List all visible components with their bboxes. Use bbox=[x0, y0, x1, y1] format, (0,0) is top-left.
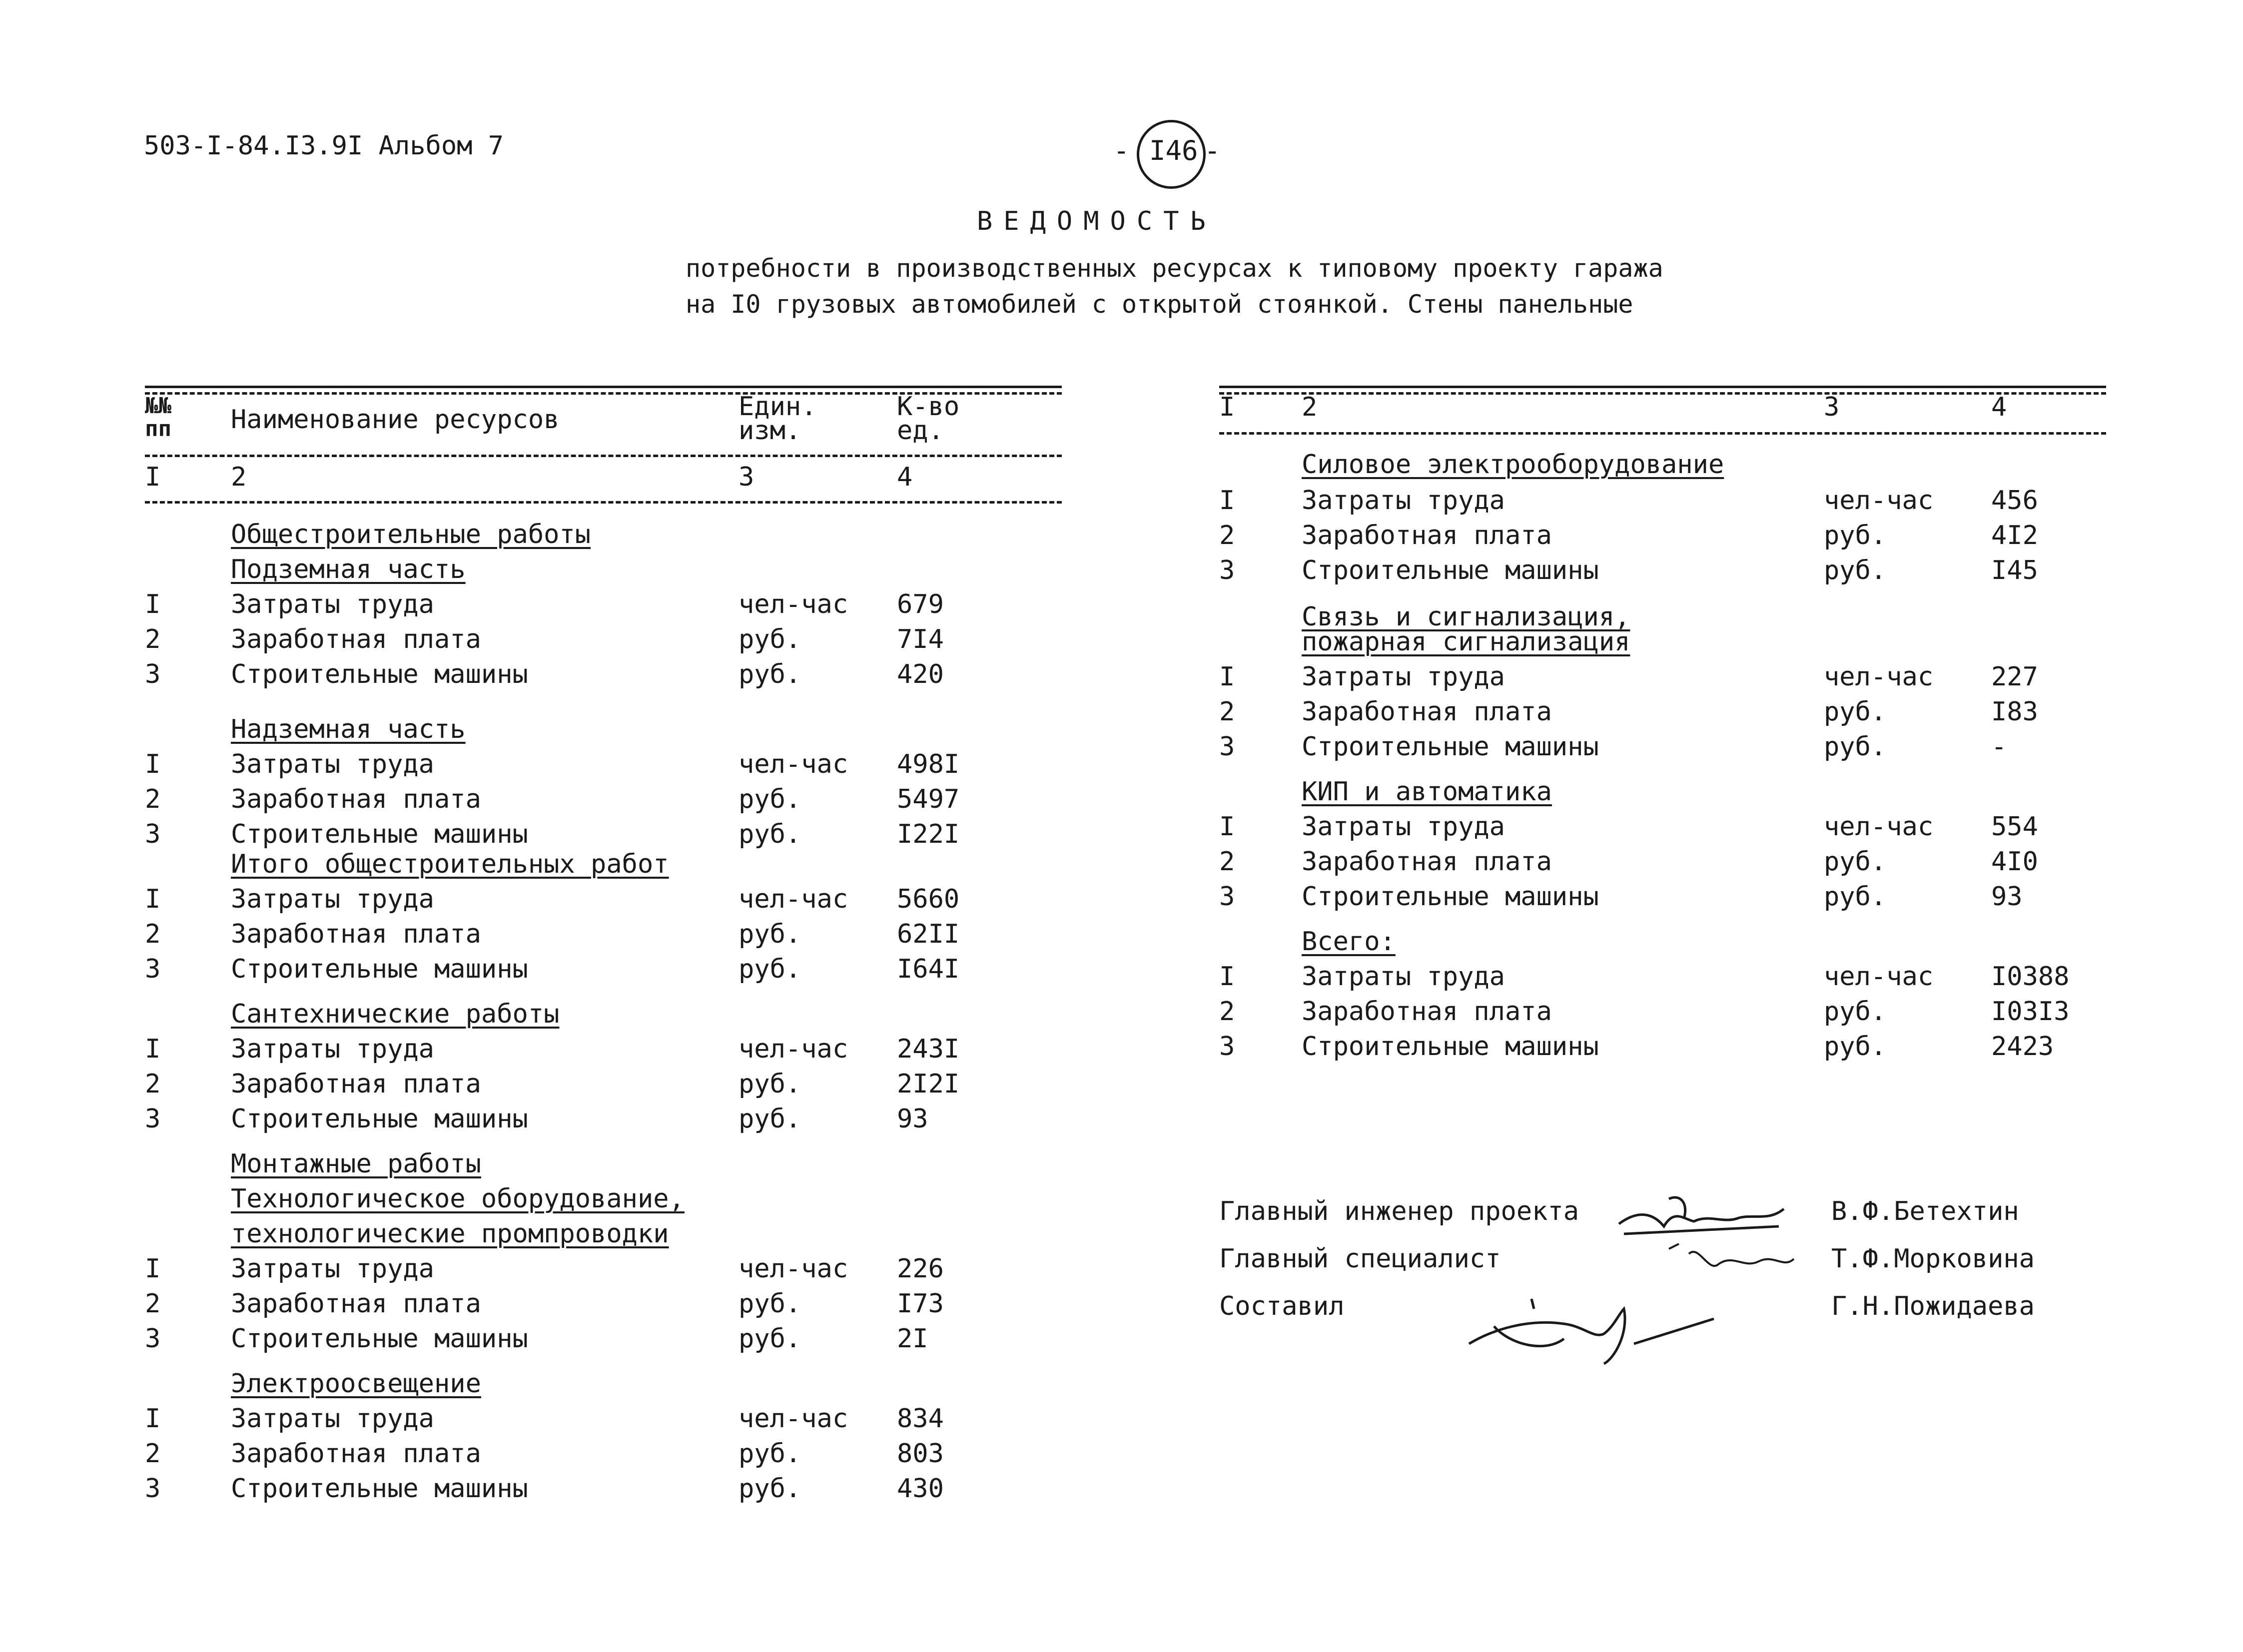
row-number: 2 bbox=[145, 919, 161, 949]
quantity: 4I2 bbox=[1991, 521, 2038, 551]
section-heading: КИП и автоматика bbox=[1302, 777, 1552, 807]
row-number: 3 bbox=[1219, 732, 1235, 762]
quantity: 2I2I bbox=[897, 1069, 960, 1099]
quantity: 93 bbox=[897, 1104, 928, 1134]
resource-name: Затраты труда bbox=[231, 884, 434, 914]
document-subtitle-line1: потребности в производственных ресурсах к типовому проекту гаража bbox=[686, 254, 1663, 283]
table-top-rule bbox=[145, 386, 1062, 388]
resource-name: Заработная плата bbox=[1302, 847, 1552, 877]
section-heading: Связь и сигнализация, bbox=[1302, 602, 1630, 632]
quantity: 498I bbox=[897, 749, 960, 779]
section-heading: Общестроительные работы bbox=[231, 520, 591, 550]
unit: руб. bbox=[739, 659, 801, 689]
signature-role: Составил bbox=[1219, 1291, 1345, 1321]
unit: чел-час bbox=[739, 1404, 848, 1434]
signature-name: Т.Ф.Морковина bbox=[1831, 1244, 2035, 1274]
page-dash-left: - bbox=[1113, 135, 1130, 166]
column-header-unit: Един. изм. bbox=[739, 392, 817, 446]
column-number: 4 bbox=[897, 462, 913, 492]
row-number: I bbox=[1219, 486, 1235, 516]
section-heading: Электроосвещение bbox=[231, 1369, 481, 1399]
signature-name: В.Ф.Бетехтин bbox=[1831, 1196, 2019, 1226]
unit: руб. bbox=[739, 1289, 801, 1319]
unit: руб. bbox=[739, 1104, 801, 1134]
quantity: 226 bbox=[897, 1254, 944, 1284]
section-heading: Всего: bbox=[1302, 927, 1396, 957]
resource-name: Затраты труда bbox=[231, 1034, 434, 1064]
row-number: I bbox=[145, 1254, 161, 1284]
quantity: 7I4 bbox=[897, 624, 944, 654]
row-number: 3 bbox=[1219, 1032, 1235, 1062]
row-number: 2 bbox=[1219, 997, 1235, 1027]
signature-role: Главный специалист bbox=[1219, 1244, 1501, 1274]
section-heading: Монтажные работы bbox=[231, 1149, 481, 1179]
row-number: I bbox=[1219, 662, 1235, 692]
row-number: 2 bbox=[1219, 847, 1235, 877]
row-number: 2 bbox=[145, 1289, 161, 1319]
row-number: 3 bbox=[145, 1104, 161, 1134]
unit: руб. bbox=[1824, 732, 1887, 762]
header-divider bbox=[145, 455, 1062, 457]
resource-name: Затраты труда bbox=[1302, 812, 1505, 842]
unit: руб. bbox=[739, 1069, 801, 1099]
row-number: 3 bbox=[145, 819, 161, 849]
unit: руб. bbox=[1824, 697, 1887, 727]
resource-name: Строительные машины bbox=[1302, 732, 1599, 762]
quantity: 5497 bbox=[897, 784, 960, 814]
resource-name: Затраты труда bbox=[231, 1254, 434, 1284]
unit: руб. bbox=[1824, 847, 1887, 877]
column-number-divider bbox=[145, 501, 1062, 504]
row-number: 2 bbox=[145, 784, 161, 814]
row-number: I bbox=[145, 589, 161, 619]
resource-name: Заработная плата bbox=[231, 784, 481, 814]
resource-name: Заработная плата bbox=[1302, 521, 1552, 551]
unit: руб. bbox=[739, 919, 801, 949]
page-number: I46 bbox=[1149, 135, 1198, 166]
unit: руб. bbox=[739, 784, 801, 814]
unit: руб. bbox=[739, 1474, 801, 1504]
column-number: 3 bbox=[1824, 392, 1840, 422]
quantity: I0388 bbox=[1991, 962, 2070, 992]
resource-name: Затраты труда bbox=[231, 749, 434, 779]
row-number: 3 bbox=[1219, 882, 1235, 912]
quantity: 93 bbox=[1991, 882, 2023, 912]
row-number: 3 bbox=[1219, 555, 1235, 585]
resource-name: Строительные машины bbox=[231, 819, 528, 849]
quantity: 243I bbox=[897, 1034, 960, 1064]
row-number: 3 bbox=[145, 1474, 161, 1504]
row-number: I bbox=[145, 749, 161, 779]
row-number: 2 bbox=[145, 1439, 161, 1469]
unit: чел-час bbox=[1824, 812, 1934, 842]
quantity: I03I3 bbox=[1991, 997, 2070, 1027]
unit: руб. bbox=[739, 819, 801, 849]
unit: чел-час bbox=[739, 884, 848, 914]
column-number-divider bbox=[1219, 432, 2106, 435]
resource-name: Строительные машины bbox=[1302, 882, 1599, 912]
quantity: 834 bbox=[897, 1404, 944, 1434]
handwritten-signature-3 bbox=[1464, 1279, 1724, 1369]
document-title: ВЕДОМОСТЬ bbox=[977, 206, 1217, 236]
resource-name: Затраты труда bbox=[1302, 662, 1505, 692]
resource-name: Строительные машины bbox=[1302, 555, 1599, 585]
column-number: I bbox=[145, 462, 161, 492]
column-number: 3 bbox=[739, 462, 754, 492]
unit: руб. bbox=[739, 1324, 801, 1354]
row-number: 3 bbox=[145, 1324, 161, 1354]
column-number: 2 bbox=[231, 462, 247, 492]
resource-name: Строительные машины bbox=[1302, 1032, 1599, 1062]
row-number: 2 bbox=[1219, 521, 1235, 551]
resource-name: Заработная плата bbox=[231, 919, 481, 949]
resource-name: Заработная плата bbox=[1302, 997, 1552, 1027]
section-heading: Технологическое оборудование, bbox=[231, 1184, 685, 1214]
resource-name: Строительные машины bbox=[231, 1474, 528, 1504]
resource-name: Строительные машины bbox=[231, 1104, 528, 1134]
quantity: 5660 bbox=[897, 884, 960, 914]
unit: руб. bbox=[739, 1439, 801, 1469]
resource-name: Заработная плата bbox=[231, 1439, 481, 1469]
unit: руб. bbox=[1824, 997, 1887, 1027]
row-number: 3 bbox=[145, 954, 161, 984]
resource-name: Затраты труда bbox=[1302, 486, 1505, 516]
quantity: 227 bbox=[1991, 662, 2038, 692]
unit: чел-час bbox=[1824, 962, 1934, 992]
resource-name: Заработная плата bbox=[231, 1069, 481, 1099]
quantity: I83 bbox=[1991, 697, 2038, 727]
row-number: 2 bbox=[145, 624, 161, 654]
unit: руб. bbox=[1824, 555, 1887, 585]
resource-name: Затраты труда bbox=[231, 1404, 434, 1434]
quantity: 2I bbox=[897, 1324, 928, 1354]
unit: чел-час bbox=[739, 1254, 848, 1284]
quantity: I45 bbox=[1991, 555, 2038, 585]
unit: руб. bbox=[739, 954, 801, 984]
resource-name: Строительные машины bbox=[231, 1324, 528, 1354]
quantity: 430 bbox=[897, 1474, 944, 1504]
row-number: 2 bbox=[145, 1069, 161, 1099]
document-code: 503-I-84.I3.9I Альбом 7 bbox=[144, 131, 504, 161]
signature-role: Главный инженер проекта bbox=[1219, 1196, 1579, 1226]
resource-name: Строительные машины bbox=[231, 659, 528, 689]
resource-name: Заработная плата bbox=[1302, 697, 1552, 727]
quantity: I73 bbox=[897, 1289, 944, 1319]
unit: руб. bbox=[1824, 882, 1887, 912]
section-heading: Сантехнические работы bbox=[231, 999, 560, 1029]
signature-name: Г.Н.Пожидаева bbox=[1831, 1291, 2035, 1321]
quantity: 679 bbox=[897, 589, 944, 619]
section-heading: технологические промпроводки bbox=[231, 1219, 669, 1249]
column-number: 4 bbox=[1991, 392, 2007, 422]
row-number: I bbox=[145, 1034, 161, 1064]
quantity: 456 bbox=[1991, 486, 2038, 516]
quantity: 420 bbox=[897, 659, 944, 689]
quantity: 62II bbox=[897, 919, 960, 949]
unit: чел-час bbox=[739, 749, 848, 779]
column-number: I bbox=[1219, 392, 1235, 422]
section-heading: Силовое электрооборудование bbox=[1302, 450, 1724, 480]
resource-name: Затраты труда bbox=[231, 589, 434, 619]
resource-name: Затраты труда bbox=[1302, 962, 1505, 992]
resource-name: Заработная плата bbox=[231, 624, 481, 654]
quantity: 803 bbox=[897, 1439, 944, 1469]
quantity: 554 bbox=[1991, 812, 2038, 842]
row-number: I bbox=[1219, 812, 1235, 842]
quantity: 4I0 bbox=[1991, 847, 2038, 877]
page-dash-right: - bbox=[1204, 135, 1221, 166]
column-number: 2 bbox=[1302, 392, 1318, 422]
row-number: 2 bbox=[1219, 697, 1235, 727]
resource-name: Заработная плата bbox=[231, 1289, 481, 1319]
row-number: I bbox=[145, 1404, 161, 1434]
unit: руб. bbox=[1824, 1032, 1887, 1062]
column-header-name: Наименование ресурсов bbox=[231, 405, 560, 435]
table-top-rule bbox=[1219, 386, 2106, 388]
column-header-qty: К-во ед. bbox=[897, 392, 960, 446]
row-number: I bbox=[1219, 962, 1235, 992]
unit: руб. bbox=[1824, 521, 1887, 551]
quantity: I64I bbox=[897, 954, 960, 984]
section-heading: Итого общестроительных работ bbox=[231, 849, 669, 879]
unit: чел-час bbox=[739, 589, 848, 619]
unit: чел-час bbox=[1824, 486, 1934, 516]
quantity: - bbox=[1991, 732, 2007, 762]
column-header-number: №№ пп bbox=[145, 393, 171, 442]
section-heading: Надземная часть bbox=[231, 714, 466, 744]
table-top-rule-dashed bbox=[1219, 392, 2106, 395]
document-subtitle-line2: на I0 грузовых автомобилей с открытой стоянкой. Стены панельные bbox=[686, 290, 1633, 319]
section-heading: Подземная часть bbox=[231, 554, 466, 584]
section-heading: пожарная сигнализация bbox=[1302, 627, 1630, 657]
quantity: 2423 bbox=[1991, 1032, 2054, 1062]
row-number: 3 bbox=[145, 659, 161, 689]
unit: чел-час bbox=[1824, 662, 1934, 692]
resource-name: Строительные машины bbox=[231, 954, 528, 984]
unit: руб. bbox=[739, 624, 801, 654]
unit: чел-час bbox=[739, 1034, 848, 1064]
quantity: I22I bbox=[897, 819, 960, 849]
row-number: I bbox=[145, 884, 161, 914]
